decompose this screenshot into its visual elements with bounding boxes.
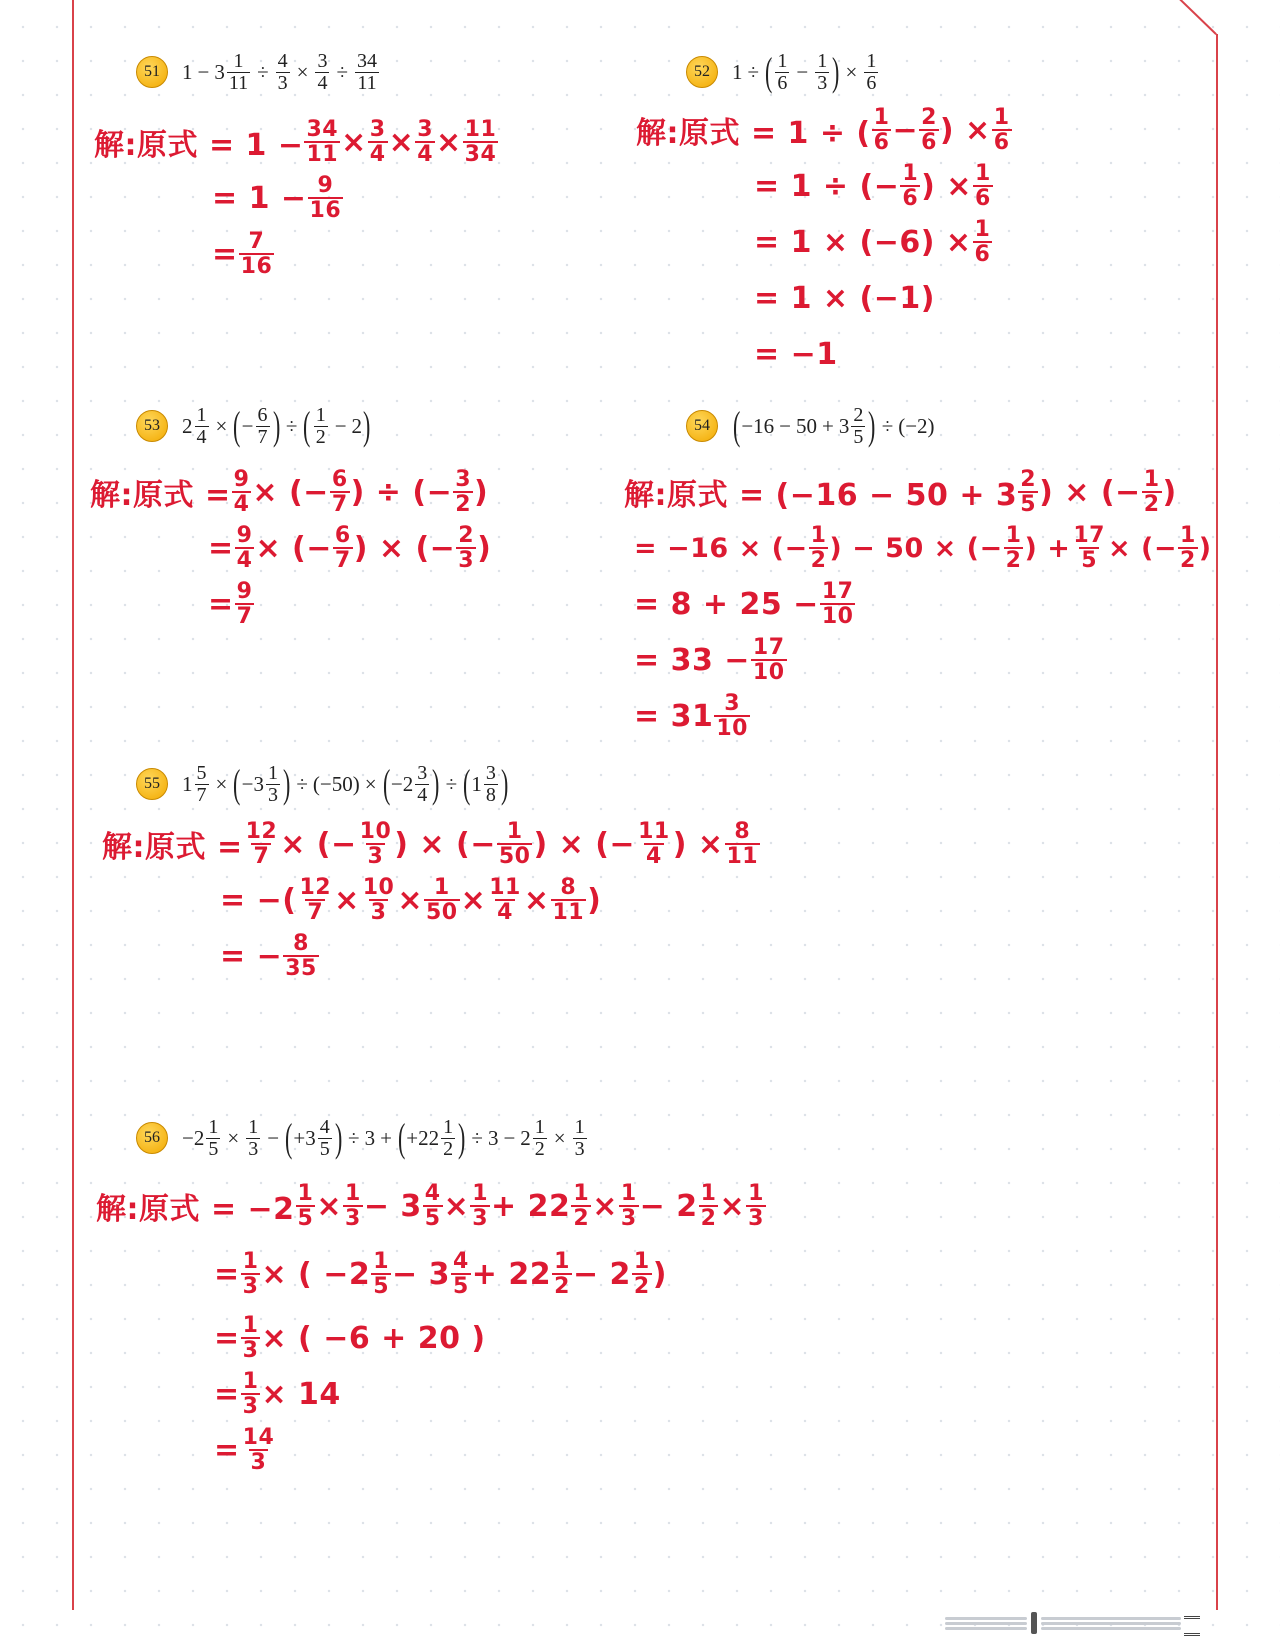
solution-line: = 1 × (−1) xyxy=(754,280,935,316)
solution-line: = 33 − $\frac{17}{10}$ xyxy=(634,634,785,685)
op: − xyxy=(197,59,210,84)
problem-56 xyxy=(136,1110,589,1166)
scroll-track-line xyxy=(945,1622,1027,1625)
solution-52 xyxy=(636,102,1013,382)
problem-header xyxy=(136,398,371,454)
problem-header xyxy=(136,44,381,100)
problem-52 xyxy=(686,44,880,100)
problem-expression: −2 $\frac{1}{5}$ × $\frac{1}{3}$ − ( +3 $\frac{4}{5}$ ) ÷ 3 + ( +22 $\frac{1}{2}$ ) ÷ 3 − 2 $\frac{1}{2}$ × $\frac{1}{3}$ xyxy=(182,1115,585,1160)
problem-header xyxy=(136,1110,589,1166)
scroll-track-line xyxy=(1041,1617,1181,1620)
scroll-track-line xyxy=(945,1627,1027,1630)
solution-line: = $\frac{1}{3}$ × ( −2 $\frac{1}{5}$ − 3 $\frac{4}{5}$ + 22 $\frac{1}{2}$ − 2 $\frac{1}{2}$ ) xyxy=(214,1248,667,1299)
fraction: $\frac{1}{11}$ xyxy=(228,49,249,94)
solution-line: = 8 + 25 − $\frac{17}{10}$ xyxy=(634,578,854,629)
solution-line: = 1 ÷ (− $\frac{1}{6}$ ) × $\frac{1}{6}$ xyxy=(754,160,991,211)
solution-55 xyxy=(102,816,761,984)
op: ÷ xyxy=(336,59,349,84)
problem-expression: 1 ÷ ( $\frac{1}{6}$ − $\frac{1}{3}$ ) × $\frac{1}{6}$ xyxy=(732,49,877,94)
solution-line: = $\frac{14}{3}$ xyxy=(214,1424,275,1475)
fraction: $\frac{1}{6}$ xyxy=(777,49,788,94)
solution-line: = −16 × (− $\frac{1}{2}$ ) − 50 × (− $\frac{1}{2}$ ) + $\frac{17}{5}$ × (− $\frac{1}{2}$ ) xyxy=(634,522,1212,573)
page-scrollbar[interactable] xyxy=(945,1612,1200,1636)
solution-line: = $\frac{9}{7}$ xyxy=(208,578,253,629)
solution-53 xyxy=(90,464,491,632)
solution-56 xyxy=(96,1178,767,1478)
solution-line: = $\frac{1}{3}$ × ( −6 + 20 ) xyxy=(214,1312,486,1363)
problem-number-badge: 53 xyxy=(136,410,168,442)
fraction: $\frac{4}{3}$ xyxy=(277,49,288,94)
problem-54 xyxy=(686,398,935,454)
problem-expression xyxy=(182,51,381,94)
fraction: $\frac{3}{4}$ xyxy=(317,49,328,94)
solution-line: = $\frac{9}{4}$ × (− $\frac{6}{7}$ ) × (− $\frac{2}{3}$ ) xyxy=(208,522,492,573)
problem-header xyxy=(136,756,509,812)
solution-line: 解:原式 = 1 − $\frac{34}{11}$ × $\frac{3}{4}$ × $\frac{3}{4}$ × $\frac{11}{34}$ xyxy=(94,116,497,167)
page-corner-line xyxy=(1177,0,1217,35)
mixed-number: 3 $\frac{1}{11}$ xyxy=(214,49,249,94)
solution-line: = 1 × (−6) × $\frac{1}{6}$ xyxy=(754,216,991,267)
problem-expression: ( −16 − 50 + 3 $\frac{2}{5}$ ) ÷ (−2) xyxy=(732,403,935,448)
problem-expression: 1 $\frac{5}{7}$ × ( −3 $\frac{1}{3}$ ) ÷ (−50) × ( −2 $\frac{3}{4}$ ) ÷ ( 1 $\frac{3}{8}$ ) xyxy=(182,761,509,806)
solution-line: 解:原式 = $\frac{12}{7}$ × (− $\frac{10}{3}$ ) × (− $\frac{1}{50}$ ) × (− $\frac{11}{4}$ ) × $\frac{8}{11}$ xyxy=(102,818,759,869)
solution-line: 解:原式 = −2 $\frac{1}{5}$ × $\frac{1}{3}$ − 3 $\frac{4}{5}$ × $\frac{1}{3}$ + 22 $\frac{1}{2}$ × $\frac{1}{3}$ − 2 $\frac{1}{2}$ × $\frac{1}{3}$ xyxy=(96,1180,764,1231)
problem-number-badge: 54 xyxy=(686,410,718,442)
solution-line: = −( $\frac{12}{7}$ × $\frac{10}{3}$ × $\frac{1}{50}$ × $\frac{11}{4}$ × $\frac{8}{11}$ ) xyxy=(220,874,602,925)
problem-53 xyxy=(136,398,371,454)
fraction: $\frac{1}{6}$ xyxy=(866,49,877,94)
left-margin-line xyxy=(72,0,74,1610)
problem-expression: 2 $\frac{1}{4}$ × ( − $\frac{6}{7}$ ) ÷ ( $\frac{1}{2}$ − 2 ) xyxy=(182,403,371,448)
scroll-end-icon[interactable] xyxy=(1184,1616,1200,1636)
scroll-track-line xyxy=(1041,1622,1181,1625)
solution-line: = − $\frac{8}{35}$ xyxy=(220,930,317,981)
problem-number-badge: 55 xyxy=(136,768,168,800)
solution-54 xyxy=(624,464,1212,744)
solution-line: = $\frac{7}{16}$ xyxy=(212,228,273,279)
problem-51 xyxy=(136,44,381,100)
solution-line: = $\frac{1}{3}$ × 14 xyxy=(214,1368,341,1419)
fraction: $\frac{34}{11}$ xyxy=(357,49,378,94)
scroll-track-line xyxy=(1041,1627,1181,1630)
problem-number-badge: 51 xyxy=(136,56,168,88)
problem-header xyxy=(686,398,935,454)
problem-number-badge: 56 xyxy=(136,1122,168,1154)
problem-header xyxy=(686,44,880,100)
fraction: $\frac{1}{3}$ xyxy=(817,49,828,94)
solution-line: = 1 − $\frac{9}{16}$ xyxy=(212,172,342,223)
scroll-track-line xyxy=(945,1617,1027,1620)
solution-line: 解:原式 = $\frac{9}{4}$ × (− $\frac{6}{7}$ ) ÷ (− $\frac{3}{2}$ ) xyxy=(90,466,489,517)
problem-number-badge: 52 xyxy=(686,56,718,88)
solution-51 xyxy=(94,114,499,282)
expr-part: 1 xyxy=(182,59,193,84)
solution-line: = −1 xyxy=(754,336,838,372)
right-margin-line xyxy=(1216,34,1218,1610)
solution-line: 解:原式 = (−16 − 50 + 3 $\frac{2}{5}$ ) × (− $\frac{1}{2}$ ) xyxy=(624,466,1177,517)
scroll-thumb[interactable] xyxy=(1031,1612,1037,1634)
op: ÷ xyxy=(257,59,269,84)
op: × xyxy=(296,59,309,84)
problem-55 xyxy=(136,756,509,812)
solution-line: 解:原式 = 1 ÷ ( $\frac{1}{6}$ − $\frac{2}{6}$ ) × $\frac{1}{6}$ xyxy=(636,104,1010,155)
solution-line: = 31 $\frac{3}{10}$ xyxy=(634,690,748,741)
